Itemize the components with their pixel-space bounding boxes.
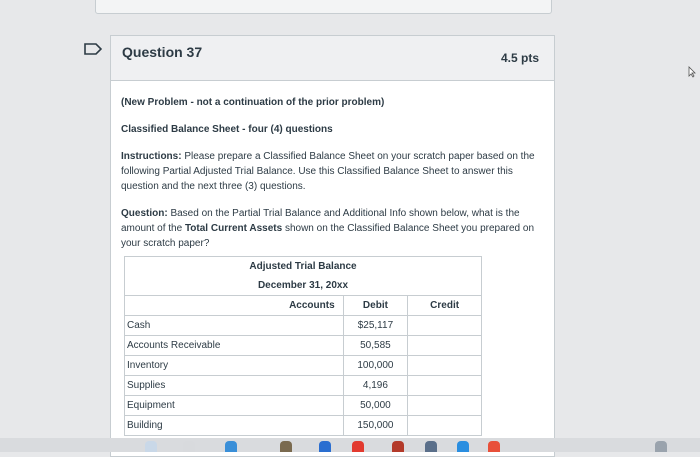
debit-cell: 50,000 — [343, 396, 408, 416]
table-row — [125, 396, 482, 416]
debit-cell: 4,196 — [343, 376, 408, 396]
table-row — [125, 376, 482, 396]
credit-header: Credit — [408, 296, 482, 316]
dock-app-icon[interactable] — [425, 441, 437, 452]
instructions-text: Please prepare a Classified Balance Sheet on your scratch paper based on the following Partial Adjusted Trial Balance. Use this Classified Balance Sheet to answer this question and the next three (3) questions. — [121, 151, 535, 192]
account-cell: Inventory — [125, 356, 344, 376]
question-text-a: Based on the Partial Trial Balance and Additional Info shown below, what is the amount of the — [121, 208, 520, 234]
question-title: Question 37 — [122, 44, 203, 60]
trial-balance-table — [124, 256, 482, 436]
credit-cell — [408, 376, 482, 396]
credit-cell — [408, 356, 482, 376]
table-title: Adjusted Trial Balance — [125, 257, 482, 277]
question-text — [121, 206, 546, 251]
dock-app-icon[interactable] — [457, 441, 469, 452]
dock-app-icon[interactable] — [280, 441, 292, 452]
accounts-header: Accounts — [125, 296, 344, 316]
credit-cell — [408, 396, 482, 416]
question-body — [121, 95, 546, 263]
dock-app-icon[interactable] — [655, 441, 667, 452]
dock-app-icon[interactable] — [319, 441, 331, 452]
debit-header: Debit — [343, 296, 408, 316]
debit-cell: 50,585 — [343, 336, 408, 356]
table-row — [125, 356, 482, 376]
dock-app-icon[interactable] — [183, 441, 195, 452]
account-cell: Equipment — [125, 396, 344, 416]
dock-strip — [0, 438, 700, 452]
debit-cell: 150,000 — [343, 416, 408, 436]
question-text-b: shown on the Classified Balance Sheet you prepared on your scratch paper? — [121, 223, 535, 249]
credit-cell — [408, 316, 482, 336]
dock-app-icon[interactable] — [488, 441, 500, 452]
credit-cell — [408, 336, 482, 356]
account-cell: Accounts Receivable — [125, 336, 344, 356]
question-emphasis: Total Current Assets — [184, 223, 283, 234]
account-cell: Cash — [125, 316, 344, 336]
dock-app-icon[interactable] — [145, 441, 157, 452]
instructions-label: Instructions: — [121, 151, 182, 162]
problem-subtitle: Classified Balance Sheet - four (4) questions — [121, 124, 333, 135]
debit-cell: $25,117 — [343, 316, 408, 336]
question-points: 4.5 pts — [500, 51, 539, 65]
question-label: Question: — [121, 208, 168, 219]
dock-app-icon[interactable] — [225, 441, 237, 452]
account-cell: Supplies — [125, 376, 344, 396]
account-cell: Building — [125, 416, 344, 436]
dock-app-icon[interactable] — [392, 441, 404, 452]
problem-note: (New Problem - not a continuation of the prior problem) — [121, 97, 385, 108]
instructions — [121, 149, 546, 194]
cursor-icon — [688, 66, 696, 78]
question-header — [111, 36, 554, 81]
table-row — [125, 316, 482, 336]
table-date: December 31, 20xx — [125, 276, 482, 296]
question-card — [110, 35, 555, 457]
debit-cell: 100,000 — [343, 356, 408, 376]
dock-app-icon[interactable] — [352, 441, 364, 452]
previous-answer-field[interactable] — [95, 0, 552, 14]
credit-cell — [408, 416, 482, 436]
flag-icon[interactable] — [84, 43, 102, 55]
table-row — [125, 336, 482, 356]
table-row — [125, 416, 482, 436]
